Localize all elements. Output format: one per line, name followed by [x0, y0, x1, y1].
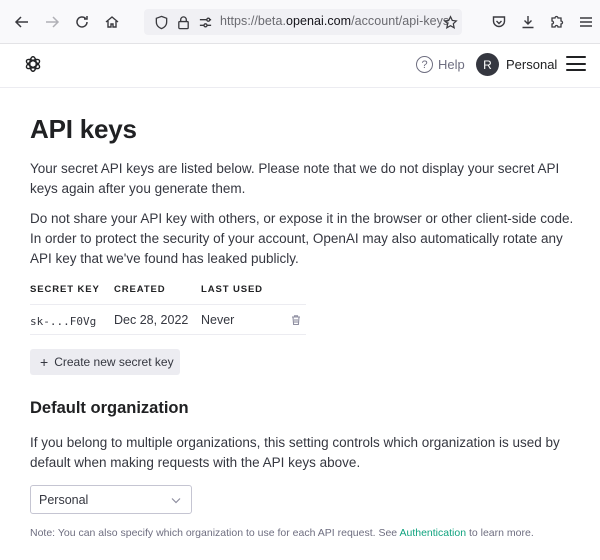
create-secret-key-label: Create new secret key [54, 355, 174, 369]
header-divider [30, 304, 306, 305]
url-path: /account/api-keys [351, 14, 450, 28]
default-organization-title: Default organization [30, 399, 189, 417]
intro-text: Your secret API keys are listed below. Please note that we do not display your secret API keys again after you generate them. [30, 161, 560, 196]
note-prefix: Note: You can also specify which organization to use for each API request. See [30, 527, 400, 539]
extensions-icon[interactable] [547, 12, 567, 32]
app-menu-icon[interactable] [576, 12, 596, 32]
trash-icon[interactable] [289, 313, 303, 327]
help-icon: ? [416, 56, 433, 73]
page-title: API keys [30, 114, 137, 144]
create-secret-key-button[interactable] [30, 349, 180, 375]
lock-icon[interactable] [174, 13, 192, 31]
organization-select-value: Personal [39, 492, 89, 507]
home-icon[interactable] [102, 12, 122, 32]
avatar[interactable]: R [476, 53, 499, 76]
plus-icon: + [40, 354, 49, 370]
browser-toolbar [0, 0, 600, 44]
secret-key-cell: sk-...F0Vg [30, 315, 97, 328]
hamburger-menu-icon[interactable] [566, 56, 586, 74]
shield-icon[interactable] [152, 13, 170, 31]
last-used-cell: Never [201, 313, 235, 327]
column-header-created: CREATED [114, 284, 166, 295]
default-organization-description: If you belong to multiple organizations, this setting controls which organization is used by default when making requests with the API keys above. [30, 435, 560, 470]
url-domain: openai.com [285, 14, 352, 28]
organization-select[interactable] [30, 485, 192, 514]
download-icon[interactable] [518, 12, 538, 32]
created-cell: Dec 28, 2022 [114, 313, 189, 327]
org-switcher-label[interactable]: Personal [506, 57, 558, 72]
row-divider [30, 334, 306, 335]
authentication-link[interactable]: Authentication [399, 527, 467, 539]
chevron-down-icon [170, 494, 182, 506]
pocket-icon[interactable] [489, 12, 509, 32]
back-icon[interactable] [12, 12, 32, 32]
forward-icon[interactable] [42, 12, 62, 32]
app-header [0, 44, 600, 88]
url-prefix: https://beta. [220, 14, 286, 28]
column-header-last-used: LAST USED [201, 284, 263, 295]
reload-icon[interactable] [72, 12, 92, 32]
url-text [220, 14, 449, 28]
note-suffix: to learn more. [466, 527, 534, 539]
column-header-secret-key: SECRET KEY [30, 284, 100, 295]
url-bar[interactable] [144, 9, 462, 35]
help-link[interactable] [416, 56, 465, 73]
organization-note [30, 527, 534, 539]
warning-text: Do not share your API key with others, or expose it in the browser or other client-side code. In order to protect the security of your account, OpenAI may also automatically rotate any API key that we've found has leaked publicly. [30, 211, 574, 266]
bookmark-star-icon[interactable] [441, 13, 459, 31]
openai-logo-icon[interactable] [22, 53, 44, 75]
help-label: Help [438, 57, 465, 72]
permissions-icon[interactable] [196, 13, 214, 31]
